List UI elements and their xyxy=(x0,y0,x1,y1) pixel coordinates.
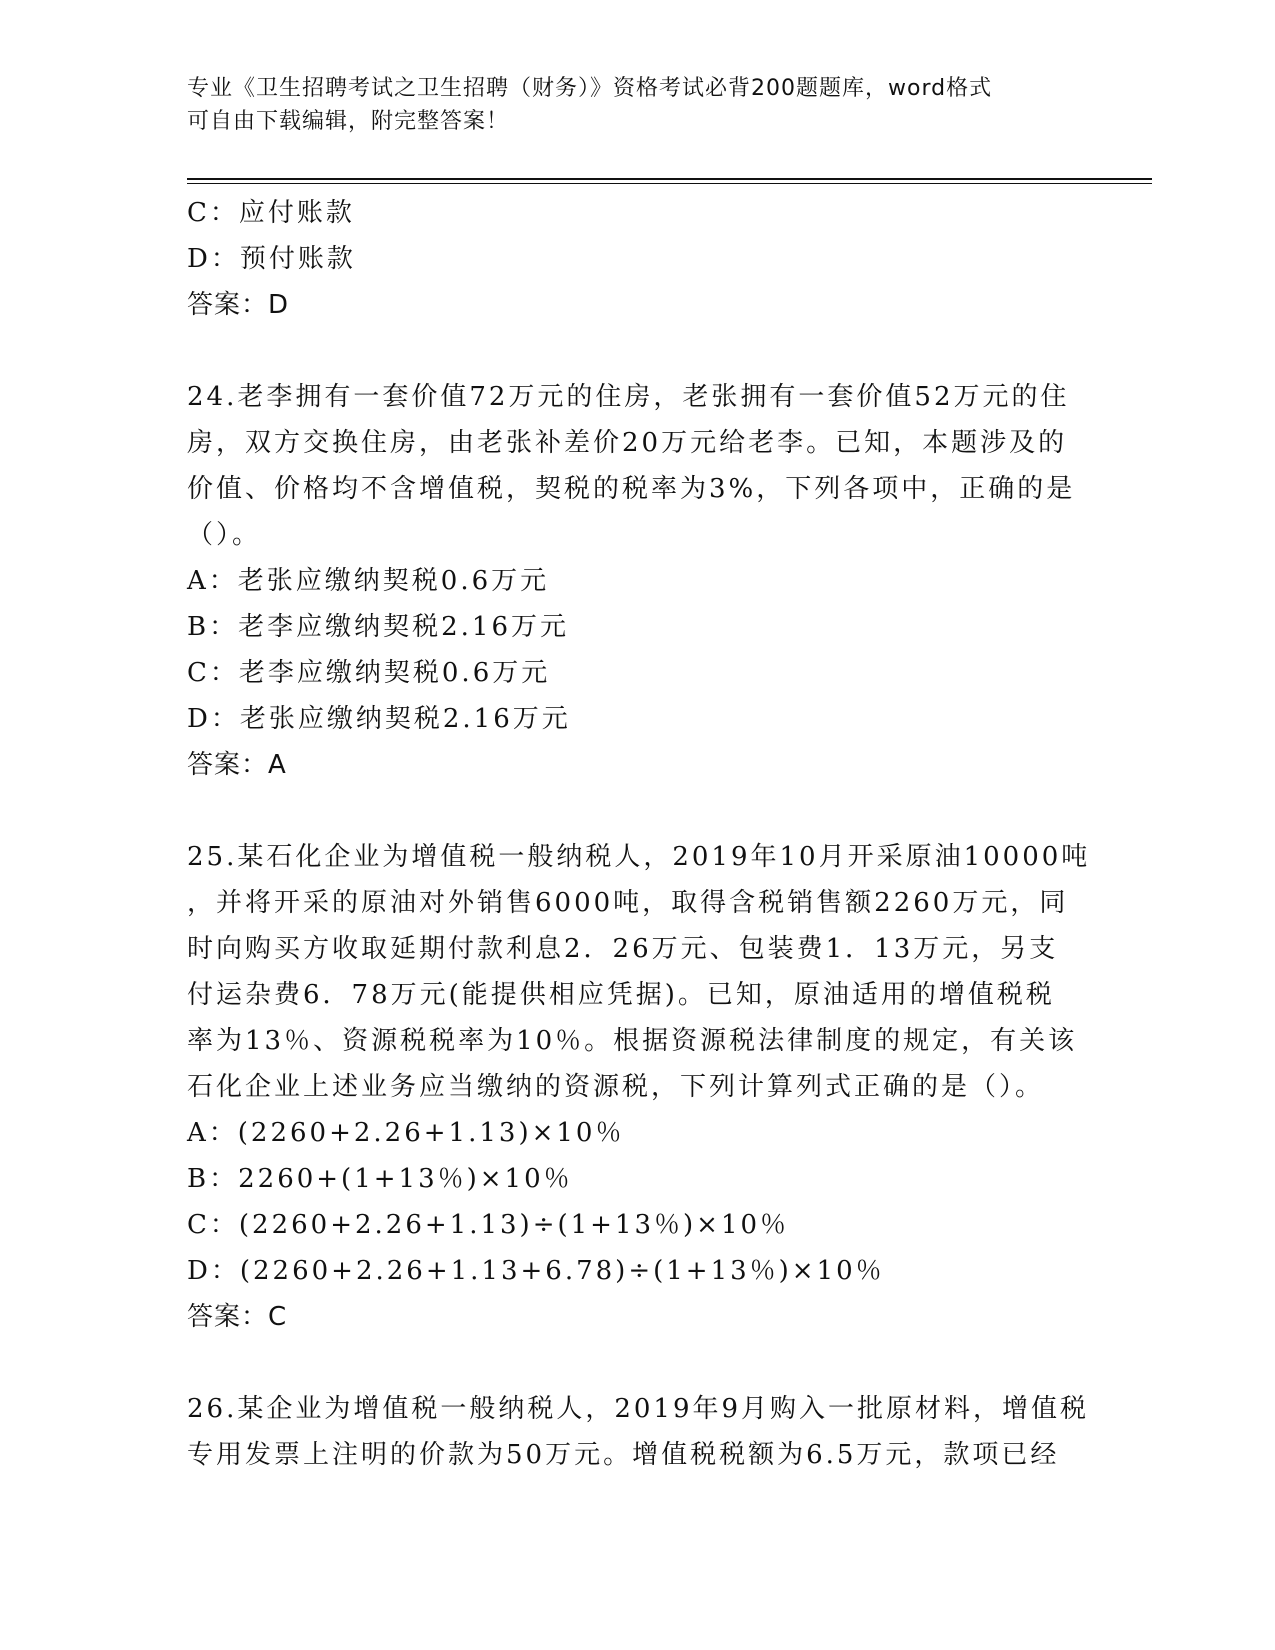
question-text-line: 价值、价格均不含增值税，契税的税率为3%，下列各项中，正确的是 xyxy=(187,474,1076,504)
question-text-line: 付运杂费6．78万元(能提供相应凭据)。已知，原油适用的增值税税 xyxy=(187,980,1055,1010)
option-a: A：(2260+2.26+1.13)×10％ xyxy=(187,1118,625,1148)
question-24 xyxy=(187,374,1087,788)
question-25 xyxy=(187,834,1091,1340)
question-23-tail xyxy=(187,190,1087,328)
option-a: A：老张应缴纳契税0.6万元 xyxy=(187,566,550,596)
question-text-line: 房，双方交换住房，由老张补差价20万元给老李。已知，本题涉及的 xyxy=(187,428,1068,458)
option-d: D：老张应缴纳契税2.16万元 xyxy=(187,704,571,734)
question-text-line: （）。 xyxy=(187,520,262,550)
answer-line: 答案：D xyxy=(187,290,290,320)
spacer xyxy=(187,1340,1087,1386)
spacer xyxy=(187,788,1087,834)
option-d: D：预付账款 xyxy=(187,244,356,274)
question-text-line: 24.老李拥有一套价值72万元的住房，老张拥有一套价值52万元的住 xyxy=(187,382,1070,412)
option-c: C：应付账款 xyxy=(187,198,355,228)
page-header xyxy=(187,72,1067,138)
question-text-line: 石化企业上述业务应当缴纳的资源税，下列计算列式正确的是（）。 xyxy=(187,1072,1045,1102)
option-b: B：2260+(1+13％)×10％ xyxy=(187,1164,573,1194)
header-line-2: 可自由下载编辑，附完整答案！ xyxy=(187,109,510,134)
spacer xyxy=(187,328,1087,374)
question-text-line: 率为13％、资源税税率为10％。根据资源税法律制度的规定，有关该 xyxy=(187,1026,1078,1056)
header-line-1: 专业《卫生招聘考试之卫生招聘（财务）》资格考试必背200题题库，word格式 xyxy=(187,76,993,101)
header-rule-thin xyxy=(187,183,1152,184)
page-content xyxy=(187,190,1091,1478)
answer-line: 答案：C xyxy=(187,1302,288,1332)
option-c: C：(2260+2.26+1.13)÷(1+13％)×10％ xyxy=(187,1210,790,1240)
question-text-line: ，并将开采的原油对外销售6000吨，取得含税销售额2260万元，同 xyxy=(187,888,1069,918)
question-text-line: 26.某企业为增值税一般纳税人，2019年9月购入一批原材料，增值税 xyxy=(187,1394,1090,1424)
option-c: C：老李应缴纳契税0.6万元 xyxy=(187,658,551,688)
answer-line: 答案：A xyxy=(187,750,287,780)
option-b: B：老李应缴纳契税2.16万元 xyxy=(187,612,569,642)
option-d: D：(2260+2.26+1.13+6.78)÷(1+13％)×10％ xyxy=(187,1256,885,1286)
question-text-line: 专用发票上注明的价款为50万元。增值税税额为6.5万元，款项已经 xyxy=(187,1440,1060,1470)
question-26 xyxy=(187,1386,1090,1478)
question-text-line: 时向购买方收取延期付款利息2．26万元、包装费1．13万元，另支 xyxy=(187,934,1059,964)
question-text-line: 25.某石化企业为增值税一般纳税人，2019年10月开采原油10000吨 xyxy=(187,842,1091,872)
header-rule-thick xyxy=(187,178,1152,180)
